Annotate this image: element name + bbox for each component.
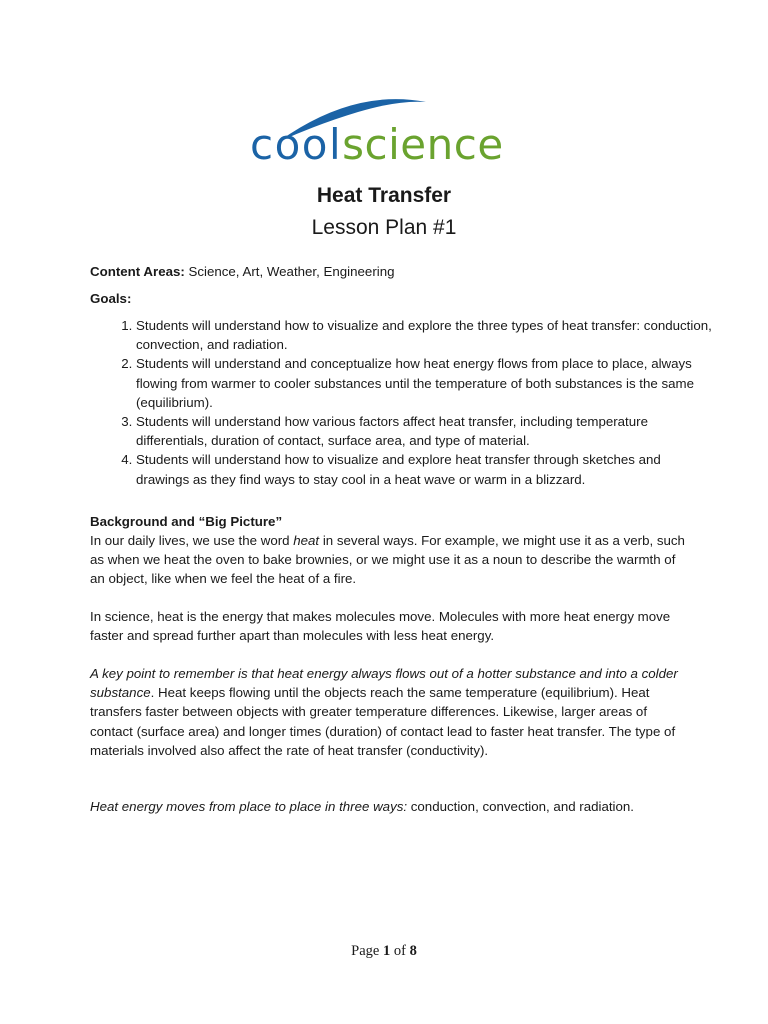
- paragraph-text: conduction, convection, and radiation.: [407, 799, 634, 814]
- paragraph-emphasis: heat: [293, 533, 320, 548]
- logo-text-cool: cool: [250, 120, 343, 169]
- coolscience-logo: [248, 98, 528, 184]
- paragraph-text: in several ways. For example, we might use it as a verb, such as when we heat the oven to bake brownies, or we might use it as a noun to describe the warmth of an object, like when we feel the heat of a fire.: [90, 533, 685, 587]
- paragraph-emphasis: Heat energy moves from place to place in three ways:: [90, 799, 408, 814]
- background-paragraph-2: In science, heat is the energy that makes molecules move. Molecules with more heat energy move faster and spread further apart than molecules with less heat energy.: [90, 609, 671, 644]
- goals-list: [108, 316, 714, 489]
- footer-of-word: of: [390, 943, 410, 959]
- footer-page-word: Page: [351, 943, 383, 959]
- background-heading: Background and “Big Picture”: [90, 514, 283, 529]
- goal-item: 2. Students will understand and conceptualize how heat energy flows from place to place, always flowing from warmer to cooler substances until the temperature of both substances is the same (equilibrium).: [136, 354, 714, 412]
- document-title: Heat Transfer: [316, 184, 452, 207]
- footer-current-page: 1: [382, 943, 391, 959]
- logo-wordmark: [250, 120, 504, 169]
- footer-total-pages: 8: [409, 943, 417, 959]
- goal-item: 1. Students will understand how to visualize and explore the three types of heat transfer: conduction, convection, and radiation.: [136, 316, 714, 354]
- content-areas-line: [90, 262, 395, 281]
- paragraph-text: . Heat keeps flowing until the objects reach the same temperature (equilibrium). Heat transfers faster between objects with greater temperature differences. Likewise, larger areas of contact (surface area) and longer times (duration) of contact lead to faster heat transfer. The type of materials involved also affect the rate of heat transfer (conductivity).: [90, 685, 676, 758]
- goal-item: 3. Students will understand how various factors affect heat transfer, including temperature differentials, duration of contact, surface area, and type of material.: [136, 412, 714, 450]
- background-paragraph-3: [90, 664, 690, 760]
- goals-label: Goals:: [90, 291, 132, 306]
- background-paragraph-1: [90, 531, 690, 589]
- document-subtitle: Lesson Plan #1: [311, 216, 457, 239]
- logo-text-science: science: [342, 120, 504, 169]
- page-footer: [0, 942, 768, 960]
- content-areas-value: Science, Art, Weather, Engineering: [184, 264, 395, 279]
- paragraph-text: In our daily lives, we use the word: [90, 533, 294, 548]
- paragraph-emphasis: A key point to remember is that heat energy always flows out of a hotter substance and into a colder substance: [90, 666, 678, 701]
- background-paragraph-4: [90, 797, 690, 816]
- goal-item: 4. Students will understand how to visualize and explore heat transfer through sketches and drawings as they find ways to stay cool in a heat wave or warm in a blizzard.: [136, 450, 714, 488]
- content-areas-label: Content Areas:: [90, 264, 185, 279]
